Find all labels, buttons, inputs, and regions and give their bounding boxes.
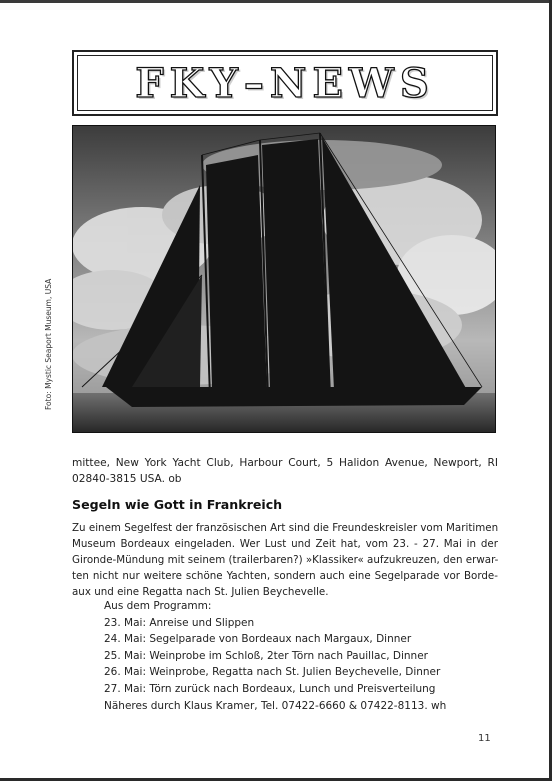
program-item: 27. Mai: Törn zurück nach Bordeaux, Lunch und Preisverteilung [104, 682, 436, 695]
paragraph-line: Zu einem Segelfest der französischen Art sind die Freundeskreisler vom Maritimen [72, 522, 499, 534]
schooner-photo [72, 125, 496, 433]
page-number: 11 [478, 733, 491, 744]
program-item: 26. Mai: Weinprobe, Regatta nach St. Julien Beychevelle, Dinner [104, 666, 441, 679]
program-contact: Näheres durch Klaus Kramer, Tel. 07422-6660 & 07422-8113. wh [104, 699, 447, 712]
paragraph-line: Gironde-Mündung mit seinem (trailerbaren?) »Klassiker« aufzukreuzen, den erwar- [72, 554, 499, 566]
program-item: 24. Mai: Segelparade von Bordeaux nach Margaux, Dinner [104, 633, 412, 646]
program-list [104, 598, 446, 714]
masthead-inner-frame [77, 55, 493, 111]
article-paragraph [72, 520, 498, 600]
article-heading: Segeln wie Gott in Frankreich [72, 497, 283, 512]
continuation-line-2: 02840-3815 USA. ob [72, 473, 182, 485]
paragraph-line: aux und eine Regatta nach St. Julien Beychevelle. [72, 586, 329, 598]
photo-credit: Foto: Mystic Seaport Museum, USA [44, 278, 53, 410]
paragraph-line: Museum Bordeaux eingeladen. Wer Lust und Zeit hat, vom 23. - 27. Mai in der [72, 538, 498, 550]
program-heading: Aus dem Programm: [104, 600, 212, 612]
masthead-title: FKY–NEWS [135, 59, 435, 107]
scan-edge [0, 0, 552, 3]
masthead-frame [72, 50, 498, 116]
schooner-illustration [72, 125, 496, 433]
paragraph-line: ten nicht nur weitere schöne Yachten, sondern auch eine Segelparade vor Borde- [72, 570, 498, 582]
continuation-line-1: mittee, New York Yacht Club, Harbour Court, 5 Halidon Avenue, Newport, RI [72, 457, 498, 469]
program-item: 25. Mai: Weinprobe im Schloß, 2ter Törn nach Pauillac, Dinner [104, 649, 428, 662]
program-item: 23. Mai: Anreise und Slippen [104, 616, 255, 629]
